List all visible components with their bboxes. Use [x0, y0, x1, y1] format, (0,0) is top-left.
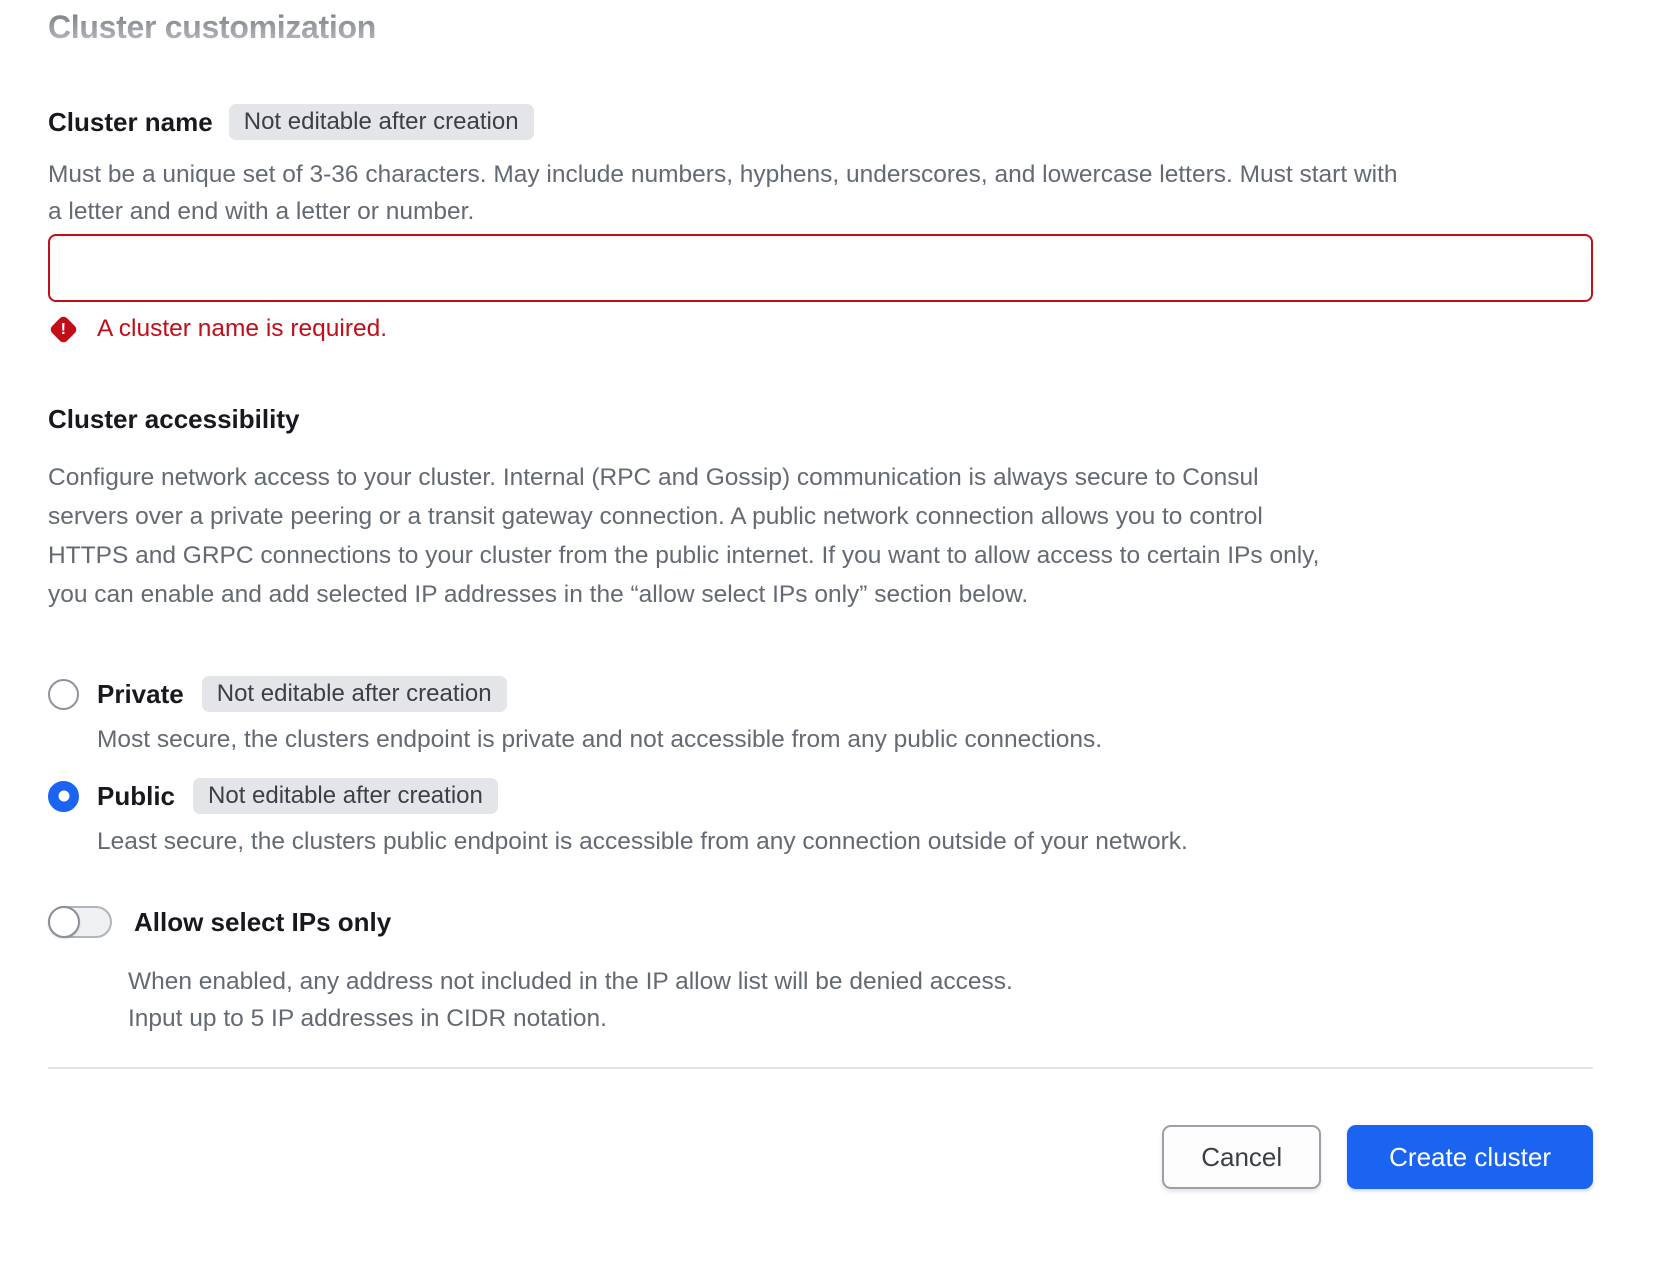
allow-select-ips-label[interactable]: Allow select IPs only [134, 907, 392, 937]
error-message: A cluster name is required. [97, 315, 388, 342]
cluster-name-label: Cluster name [48, 107, 213, 137]
description-line: Input up to 5 IP addresses in CIDR notation. [128, 1005, 607, 1032]
cluster-name-label-row [48, 104, 1593, 140]
private-not-editable-badge: Not editable after creation [202, 676, 507, 712]
description-line: you can enable and add selected IP addresses in the “allow select IPs only” section below. [48, 581, 1029, 608]
description-line: Configure network access to your cluster. Internal (RPC and Gossip) communication is always secure to Consul [48, 464, 1259, 491]
cluster-accessibility-heading: Cluster accessibility [48, 404, 300, 434]
alert-diamond-icon: ! [49, 314, 79, 344]
private-radio-label[interactable]: Private [97, 679, 184, 709]
private-option-description: Most secure, the clusters endpoint is private and not accessible from any public connections. [97, 726, 1103, 753]
public-option-row [48, 778, 1593, 814]
footer-divider [48, 1067, 1593, 1069]
public-radio[interactable] [48, 781, 79, 812]
public-radio-label[interactable]: Public [97, 781, 176, 811]
cluster-name-error [48, 314, 1593, 344]
cluster-name-helper-text [48, 156, 1593, 230]
public-not-editable-badge: Not editable after creation [193, 778, 498, 814]
cluster-name-not-editable-badge: Not editable after creation [229, 104, 534, 140]
cancel-button[interactable]: Cancel [1162, 1125, 1321, 1189]
description-line: servers over a private peering or a transit gateway connection. A public network connection allows you to control [48, 503, 1263, 530]
allow-select-ips-toggle[interactable] [48, 906, 112, 938]
cluster-accessibility-description [48, 458, 1593, 614]
toggle-knob-icon [48, 906, 80, 938]
allow-select-ips-description [128, 963, 1593, 1037]
public-option-description: Least secure, the clusters public endpoint is accessible from any connection outside of your network. [97, 828, 1188, 855]
private-radio[interactable] [48, 679, 79, 710]
helper-text-line: Must be a unique set of 3-36 characters. May include numbers, hyphens, underscores, and lowercase letters. Must start with [48, 161, 1398, 188]
form-actions [48, 1125, 1593, 1189]
description-line: HTTPS and GRPC connections to your cluster from the public internet. If you want to allow access to certain IPs only, [48, 542, 1320, 569]
description-line: When enabled, any address not included in the IP allow list will be denied access. [128, 968, 1013, 995]
allow-select-ips-row [48, 905, 1593, 939]
cluster-name-input[interactable] [48, 234, 1593, 302]
helper-text-line: a letter and end with a letter or number. [48, 198, 475, 225]
page-title: Cluster customization [48, 9, 376, 45]
create-cluster-button[interactable]: Create cluster [1347, 1125, 1593, 1189]
private-option-row [48, 676, 1593, 712]
